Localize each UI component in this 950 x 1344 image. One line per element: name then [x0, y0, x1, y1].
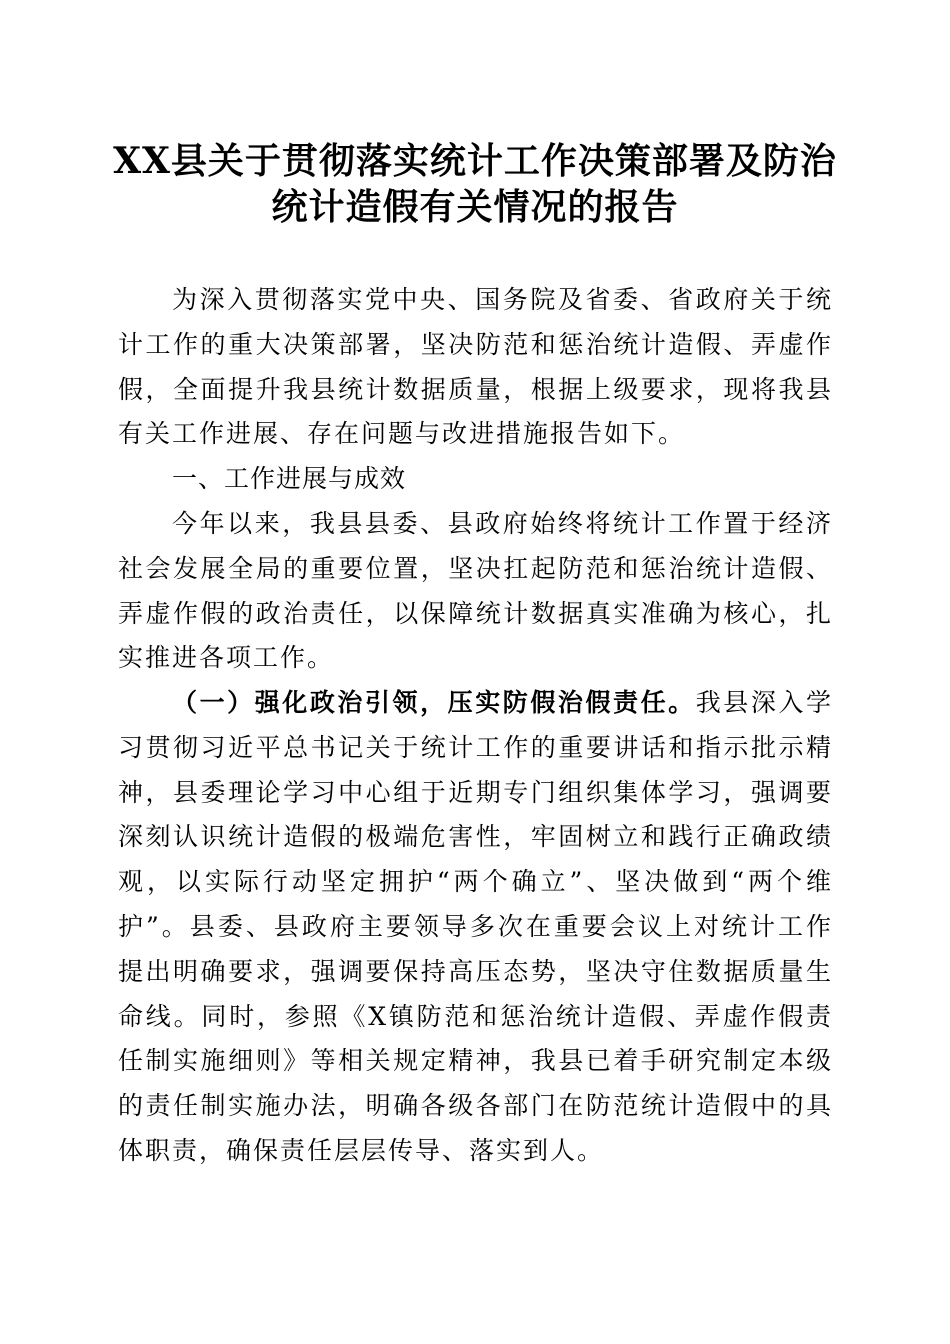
section-heading-1: 一、工作进展与成效: [172, 464, 407, 493]
subsection-1-lead: （一）强化政治引领，压实防假治假责任。: [172, 688, 696, 717]
section-1-paragraph: 今年以来，我县县委、县政府始终将统计工作置于经济社会发展全局的重要位置，坚决扛起防范和惩治统计造假、弄虚作假的政治责任，以保障统计数据真实准确为核心，扎实推进各项工作。: [118, 509, 833, 673]
subsection-1-body: 我县深入学习贯彻习近平总书记关于统计工作的重要讲话和指示批示精神，县委理论学习中心组于近期专门组织集体学习，强调要深刻认识统计造假的极端危害性，牢固树立和践行正确政绩观，以实际行动坚定拥护“两个确立”、坚决做到“两个维护”。县委、县政府主要领导多次在重要会议上对统计工作提出明确要求，强调要保持高压态势，坚决守住数据质量生命线。同时，参照《X镇防范和惩治统计造假、弄虚作假责任制实施细则》等相关规定精神，我县已着手研究制定本级的责任制实施办法，明确各级各部门在防范统计造假中的具体职责，确保责任层层传导、落实到人。: [118, 688, 833, 1165]
document-title-line-2: 统计造假有关情况的报告: [271, 186, 679, 228]
intro-paragraph: 为深入贯彻落实党中央、国务院及省委、省政府关于统计工作的重大决策部署，坚决防范和惩治统计造假、弄虚作假，全面提升我县统计数据质量，根据上级要求，现将我县有关工作进展、存在问题与改进措施报告如下。: [118, 285, 833, 449]
subsection-1-paragraph: [118, 681, 833, 1174]
document-title-line-1: XX县关于贯彻落实统计工作决策部署及防治: [113, 140, 837, 182]
